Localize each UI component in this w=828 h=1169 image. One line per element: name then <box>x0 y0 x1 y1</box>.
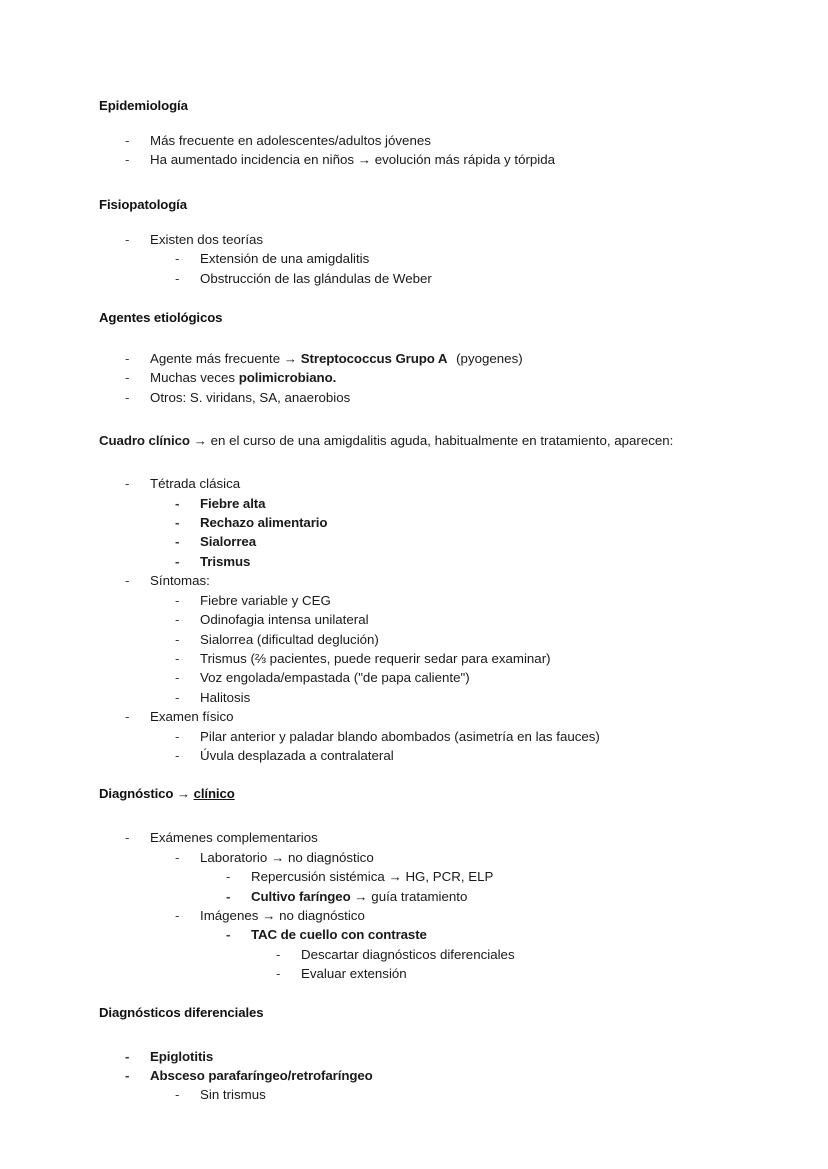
list-item-text: Trismus <box>200 553 251 569</box>
list-item <box>99 591 729 610</box>
bullet-dash: - <box>125 351 130 367</box>
bullet-dash: - <box>125 573 130 589</box>
clinical-picture-lead: Cuadro clínico <box>99 433 190 449</box>
list-item <box>99 727 729 746</box>
bullet-dash: - <box>175 849 180 865</box>
list-item-text: Fiebre variable y CEG <box>200 592 331 608</box>
bullet-dash: - <box>175 670 180 686</box>
bullet-dash: - <box>175 612 180 628</box>
list-epidemiologia <box>99 131 729 170</box>
list-item <box>99 1047 729 1066</box>
list-item-text: Muchas veces polimicrobiano. <box>150 370 337 386</box>
document-content <box>99 98 729 1105</box>
list-item-text: Agente más frecuente → Streptococcus Grupo A (pyogenes) <box>150 351 523 367</box>
list-item-text: Sialorrea <box>200 534 257 550</box>
list-item-text: Descartar diagnósticos diferenciales <box>301 946 515 962</box>
section-heading-fisiopatologia: Fisiopatología <box>99 196 187 212</box>
list-item <box>99 513 729 532</box>
list-tac-detalle <box>99 945 729 984</box>
diagnostico-underlined-value: clínico <box>193 786 235 802</box>
bullet-dash: - <box>175 515 180 531</box>
list-item <box>99 867 729 886</box>
list-item <box>99 269 729 288</box>
list-item <box>99 630 729 649</box>
list-item <box>99 552 729 571</box>
list-item <box>99 368 729 387</box>
bullet-dash: - <box>125 1068 130 1083</box>
list-item-text: Fiebre alta <box>200 495 266 511</box>
list-item <box>99 230 729 249</box>
bullet-dash: - <box>125 152 130 168</box>
list-item-text: Sialorrea (dificultad deglución) <box>200 631 379 647</box>
bullet-dash: - <box>175 650 180 666</box>
list-item <box>99 349 729 368</box>
section-heading-epidemiologia: Epidemiología <box>99 98 188 113</box>
bullet-dash: - <box>175 1087 180 1103</box>
bullet-dash: - <box>175 534 180 550</box>
list-examen-fisico-parent <box>99 707 729 726</box>
list-item-text: Repercusión sistémica → HG, PCR, ELP <box>251 869 494 885</box>
list-item-text: Extensión de una amigdalitis <box>200 251 370 267</box>
list-laboratorio-detalle <box>99 867 729 906</box>
bullet-dash: - <box>175 689 180 705</box>
list-item <box>99 828 729 847</box>
list-diferenciales-detalle <box>99 1085 729 1104</box>
bullet-dash: - <box>276 966 281 982</box>
list-item <box>99 848 729 867</box>
list-fisiopatologia-level1 <box>99 230 729 249</box>
list-tac <box>99 925 729 944</box>
list-item-text: Exámenes complementarios <box>150 830 318 846</box>
bullet-dash: - <box>226 869 231 885</box>
list-item <box>99 571 729 590</box>
list-item <box>99 964 729 983</box>
list-item-text: Sin trismus <box>200 1087 266 1103</box>
list-item-text: Halitosis <box>200 689 251 705</box>
list-item-text: Ha aumentado incidencia en niños → evolución más rápida y tórpida <box>150 152 556 168</box>
list-item-text: Rechazo alimentario <box>200 515 328 531</box>
list-item <box>99 474 729 493</box>
list-item-text: Síntomas: <box>150 573 210 589</box>
list-item <box>99 746 729 765</box>
list-item-text: Odinofagia intensa unilateral <box>200 612 369 628</box>
bullet-dash: - <box>175 251 180 267</box>
list-item-text: TAC de cuello con contraste <box>251 927 427 943</box>
list-item <box>99 887 729 906</box>
list-item-text: Voz engolada/empastada ("de papa caliente") <box>200 670 470 686</box>
list-item <box>99 945 729 964</box>
list-fisiopatologia-level2 <box>99 249 729 288</box>
bullet-dash: - <box>175 631 180 647</box>
list-item-text: Epiglotitis <box>150 1048 214 1064</box>
bullet-dash: - <box>125 1048 130 1064</box>
diagnostico-lead: Diagnóstico → <box>99 786 194 802</box>
bullet-dash: - <box>125 709 130 725</box>
list-item-text: Evaluar extensión <box>301 966 407 982</box>
bullet-dash: - <box>175 270 180 286</box>
clinical-picture-rest: → en el curso de una amigdalitis aguda, habitualmente en tratamiento, aparecen: <box>189 433 674 449</box>
bullet-dash: - <box>175 553 180 569</box>
list-examen-fisico-items <box>99 727 729 766</box>
list-item <box>99 388 729 407</box>
list-item <box>99 688 729 707</box>
list-item-text: Existen dos teorías <box>150 231 264 247</box>
list-item <box>99 532 729 551</box>
list-item <box>99 131 729 150</box>
list-item-text: Cultivo faríngeo → guía tratamiento <box>251 888 468 904</box>
bullet-dash: - <box>276 946 281 962</box>
bullet-dash: - <box>175 747 180 763</box>
list-item <box>99 649 729 668</box>
list-item-text: Obstrucción de las glándulas de Weber <box>200 270 432 286</box>
list-examenes-complementarios <box>99 828 729 847</box>
list-tetrada-items <box>99 494 729 572</box>
list-item-text: Absceso parafaríngeo/retrofaríngeo <box>150 1068 373 1083</box>
list-item <box>99 1066 729 1085</box>
bullet-dash: - <box>226 888 231 904</box>
bullet-dash: - <box>175 907 180 923</box>
list-item-text: Tétrada clásica <box>150 476 241 492</box>
list-item-text: Imágenes → no diagnóstico <box>200 907 365 923</box>
section-heading-diagnostico <box>99 786 729 802</box>
list-sintomas-parent <box>99 571 729 590</box>
bullet-dash: - <box>125 231 130 247</box>
section-heading-diagnosticos-diferenciales: Diagnósticos diferenciales <box>99 1004 264 1020</box>
clinical-picture-paragraph <box>99 431 729 451</box>
list-agentes-etiologicos <box>99 349 729 407</box>
bullet-dash: - <box>125 830 130 846</box>
list-item <box>99 494 729 513</box>
list-item-text: Más frecuente en adolescentes/adultos jóvenes <box>150 133 431 148</box>
list-tetrada-parent <box>99 474 729 493</box>
bullet-dash: - <box>125 370 130 386</box>
list-item-text: Pilar anterior y paladar blando abombados (asimetría en las fauces) <box>200 728 600 744</box>
list-item-text: Examen físico <box>150 709 234 725</box>
bullet-dash: - <box>175 728 180 744</box>
list-item <box>99 249 729 268</box>
bullet-dash: - <box>125 389 130 405</box>
list-laboratorio <box>99 848 729 867</box>
list-item <box>99 610 729 629</box>
bullet-dash: - <box>125 476 130 492</box>
list-sintomas-items <box>99 591 729 707</box>
bullet-dash: - <box>175 592 180 608</box>
list-item-text: Otros: S. viridans, SA, anaerobios <box>150 389 351 405</box>
list-item-text: Trismus (⅔ pacientes, puede requerir sedar para examinar) <box>200 650 551 666</box>
list-item <box>99 707 729 726</box>
bullet-dash: - <box>125 133 130 148</box>
list-item <box>99 925 729 944</box>
list-item <box>99 150 729 169</box>
list-item <box>99 1085 729 1104</box>
list-item <box>99 668 729 687</box>
bullet-dash: - <box>226 927 231 943</box>
bullet-dash: - <box>175 495 180 511</box>
list-item-text: Laboratorio → no diagnóstico <box>200 849 374 865</box>
section-heading-agentes-etiologicos: Agentes etiológicos <box>99 310 223 326</box>
list-item <box>99 906 729 925</box>
list-imagenes <box>99 906 729 925</box>
list-item-text: Úvula desplazada a contralateral <box>200 747 394 763</box>
list-diferenciales <box>99 1047 729 1086</box>
